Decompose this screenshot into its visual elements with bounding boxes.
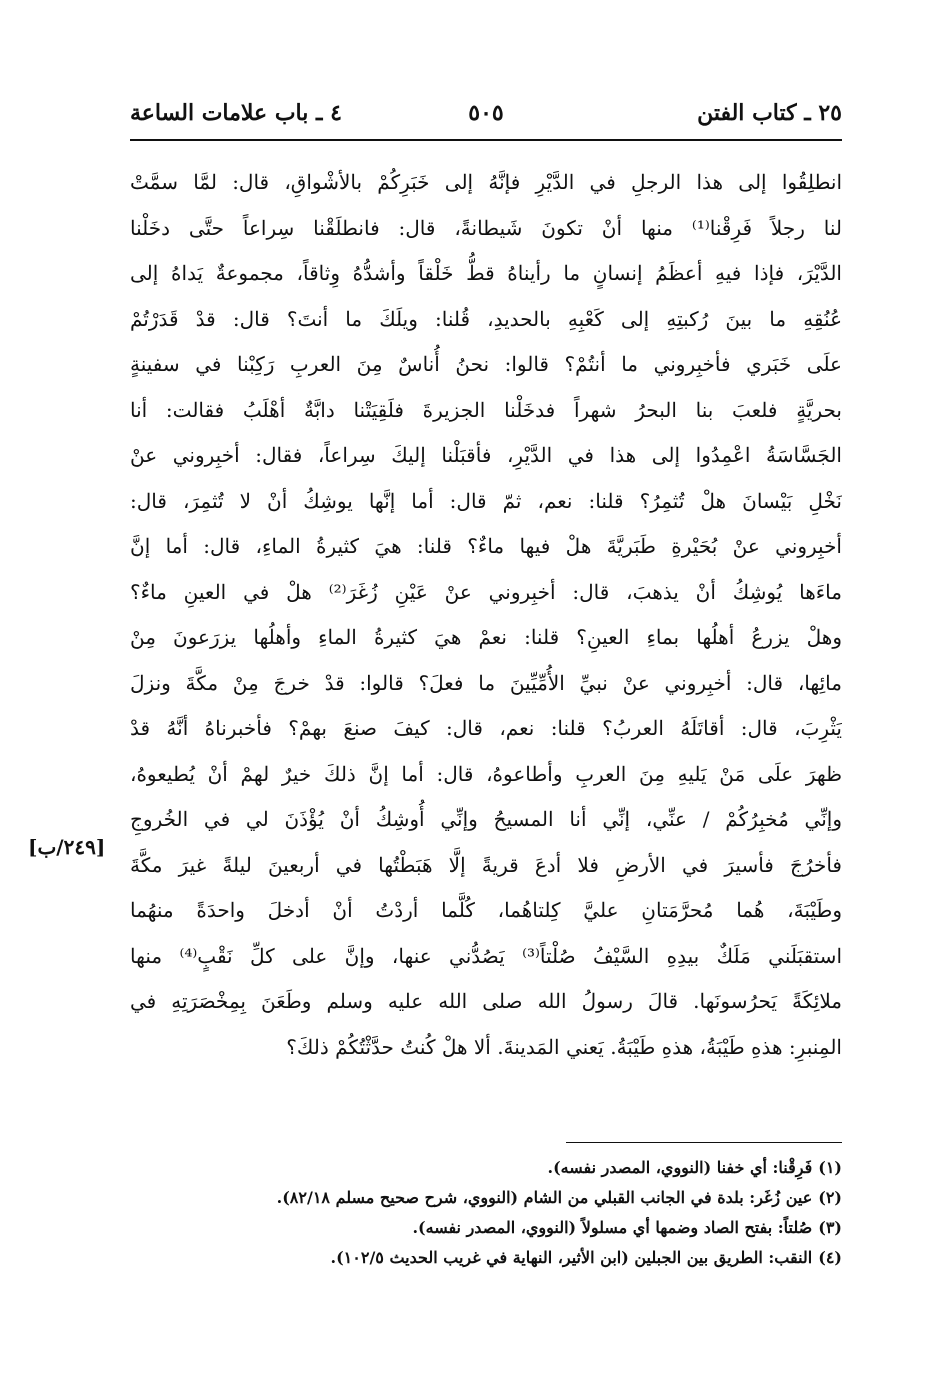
text-line: ماءَها يُوشِكُ أنْ يذهبَ، قال: أخبِروني عنْ عَيْنِ زُغَرَ⁽²⁾ هلْ في العينِ ماءٌ؟: [130, 579, 842, 604]
text-line: لنا رجلاً فَرِقْنا⁽¹⁾ منها أنْ تكونَ شَيطانةً، قال: فانطلَقْنا سِراعاً حتَّى دخَلْنا: [130, 215, 842, 240]
text-line: الجَسَّاسَةُ اعْمِدُوا إلى هذا في الدَّيْرِ، فأقبَلْنا إليكَ سِراعاً، فقال: أخبِروني عنْ: [130, 443, 842, 467]
main-text: [130, 160, 842, 1070]
text-line: علَى خَبَري فأخبِروني ما أنتُمْ؟ قالوا: نحنُ أُناسٌ مِنَ العربِ رَكِبْنا في سفينةٍ: [130, 352, 842, 376]
footnote: [180, 1183, 842, 1213]
text-line: انطلِقُوا إلى هذا الرجلِ في الدَّيْرِ فإنَّهُ إلى خَبَرِكُمْ بالأشْواقِ، قال: لمَّا سمَّتْ: [130, 170, 842, 194]
text-line: ملائِكَةً يَحرُسونَها. قالَ رسولُ الله صلى الله عليه وسلم وطَعَنَ بِمِخْصَرَتِهِ في: [130, 989, 842, 1013]
footnote-number: (١): [818, 1158, 842, 1177]
footnote-number: (٢): [818, 1188, 842, 1207]
folio-marker: [٢٤٩/ب]: [28, 835, 106, 859]
header-rule: [130, 139, 842, 141]
footnote-text: صُلتاً: بفتح الصاد وضمها أي مسلولاً (النووي، المصدر نفسه).: [412, 1218, 813, 1237]
running-header: [130, 98, 842, 138]
text-line: نَخْلِ بَيْسانَ هلْ تُثمِرُ؟ قلنا: نعم، ثمّ قال: أما إنَّها يوشِكُ أنْ لا تُثمِرَ، قال:: [130, 488, 842, 513]
text-line: الدَّيْرَ، فإذا فيهِ أعظَمُ إنسانٍ ما رأيناهُ قطُّ خَلْقاً وأشدُّهُ وِثاقاً، مجموعةٌ يَداهُ إلى: [130, 261, 842, 285]
footnote-text: فَرِقْنا: أي خفنا (النووي، المصدر نفسه).: [547, 1158, 813, 1177]
footnote-text: عين زُغَر: بلدة في الجانب القبلي من الشام (النووي، شرح صحيح مسلم ٨٢/١٨).: [276, 1188, 813, 1207]
text-line: وهلْ يزرعُ أهلُها بماءِ العينِ؟ قلنا: نعمْ هيَ كثيرةُ الماءِ وأهلُها يزرَعونَ مِنْ: [130, 625, 842, 649]
text-line: مائِها، قال: أخبِروني عنْ نبيِّ الأُمِّيِّينَ ما فعلَ؟ قالوا: قدْ خرجَ مِنْ مكَّةَ ونزلَ: [130, 670, 842, 695]
text-line: بحريَّةٍ فلعبَ بنا البحرُ شهراً فدخَلْنا الجزيرةَ فلَقِيَتْنا دابَّةٌ أهْلَبُ فقالت: أنا: [130, 397, 842, 422]
text-line: وإنِّي مُخبِرُكُمْ / عنِّي، إنِّي أنا المسيحُ وإنِّي أُوشِكُ أنْ يُؤْذَنَ لي في الخُروجِ: [130, 807, 842, 831]
text-line: أخبِروني عنْ بُحَيْرةِ طَبَريَّةَ هلْ فيها ماءٌ؟ قلنا: هيَ كثيرةُ الماءِ، قال: أما إنَّ: [130, 534, 842, 558]
footnote: [180, 1243, 842, 1273]
footnote-text: النقب: الطريق بين الجبلين (ابن الأثير، النهاية في غريب الحديث ١٠٢/٥).: [330, 1248, 813, 1267]
text-line: استقبَلَني مَلَكٌ بيدِهِ السَّيْفُ صُلْتاً⁽³⁾ يَصُدُّني عنها، وإنَّ على كلِّ نَقْبٍ⁽⁴⁾ منها: [130, 943, 842, 968]
footnote-rule: [566, 1142, 842, 1143]
footnote-number: (٣): [818, 1218, 842, 1237]
section-title: ٤ ـ باب علامات الساعة: [130, 100, 342, 126]
chapter-title: ٢٥ ـ كتاب الفتن: [697, 100, 842, 126]
footnotes: [180, 1153, 842, 1273]
text-line: ظهرَ علَى مَنْ يَليهِ مِنَ العربِ وأطاعوهُ، قال: أما إنَّ ذلكَ خيرٌ لهمْ أنْ يُطيعوهُ،: [130, 761, 842, 786]
footnote-number: (٤): [818, 1248, 842, 1267]
footnote: [180, 1213, 842, 1243]
footnote: [180, 1153, 842, 1183]
text-line: المِنبرِ: هذهِ طَيْبَةُ، هذهِ طَيْبَةُ. يَعني المَدينةَ. ألا هلْ كُنتُ حدَّثْتُكُمْ ذلكَ؟: [286, 1034, 842, 1059]
text-line: وطَيْبَةَ، هُما مُحرَّمَتانِ عليَّ كِلتاهُما، كُلَّما أردْتُ أنْ أدخلَ واحدَةً منهُما: [130, 898, 842, 922]
text-line: فأخرُجَ فأسيرَ في الأرضِ فلا أدعَ قريةً إلَّا هَبَطْتُها في أربعينَ ليلةً غيرَ مكَّةَ: [130, 852, 842, 877]
text-line: عُنُقِهِ ما بينَ رُكبتِهِ إلى كَعْبِهِ بالحديدِ، قُلنا: ويلَكَ ما أنتَ؟ قال: قدْ قَدَرْتُمْ: [130, 306, 842, 331]
text-line: يَثْرِبَ، قال: أقاتَلَهُ العربُ؟ قلنا: نعم، قال: كيفَ صنعَ بهمْ؟ فأخبرناهُ أنَّهُ قدْ: [130, 716, 842, 740]
page-number: ٥٠٥: [468, 100, 504, 126]
